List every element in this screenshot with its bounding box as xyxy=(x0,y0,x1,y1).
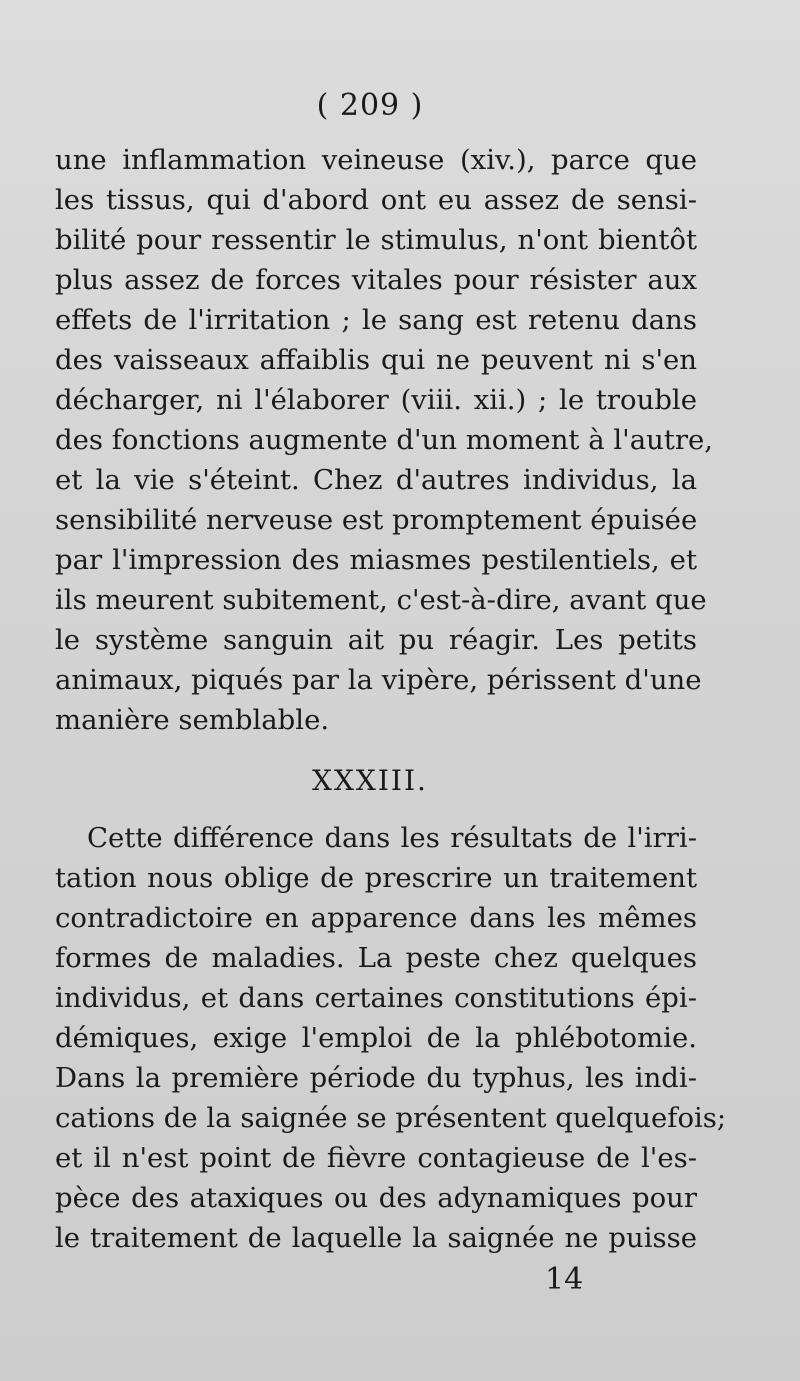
text-line: par l'impression des miasmes pestilentiels, et xyxy=(55,544,697,576)
text-line: les tissus, qui d'abord ont eu assez de sensi- xyxy=(55,184,697,216)
text-line: effets de l'irritation ; le sang est retenu dans xyxy=(55,304,697,336)
text-line: Dans la première période du typhus, les indi- xyxy=(55,1062,697,1094)
text-line: ils meurent subitement, c'est-à-dire, avant que xyxy=(55,584,707,616)
text-line: et la vie s'éteint. Chez d'autres individus, la xyxy=(55,464,697,496)
page-number: ( 209 ) xyxy=(316,88,424,123)
text-line: plus assez de forces vitales pour résister aux xyxy=(55,264,697,296)
text-line: le traitement de laquelle la saignée ne puisse xyxy=(55,1222,697,1254)
text-line: contradictoire en apparence dans les mêmes xyxy=(55,902,697,934)
paragraph-2 xyxy=(55,818,727,1258)
text-line: tation nous oblige de prescrire un traitement xyxy=(55,862,697,894)
text-line: manière semblable. xyxy=(55,704,330,736)
text-line: et il n'est point de fièvre contagieuse de l'es- xyxy=(55,1142,697,1174)
text-line: individus, et dans certaines constitutions épi- xyxy=(55,982,697,1014)
text-line: des fonctions augmente d'un moment à l'autre, xyxy=(55,424,714,456)
text-line: sensibilité nerveuse est promptement épuisée xyxy=(55,504,698,536)
text-line: décharger, ni l'élaborer (viii. xii.) ; le trouble xyxy=(55,384,697,416)
text-line: pèce des ataxiques ou des adynamiques pour xyxy=(55,1182,697,1214)
paragraph-1 xyxy=(55,140,714,740)
text-line: cations de la saignée se présentent quelquefois; xyxy=(55,1102,727,1134)
text-line: une inflammation veineuse (xiv.), parce que xyxy=(55,144,697,176)
text-line: des vaisseaux affaiblis qui ne peuvent ni s'en xyxy=(55,344,697,376)
text-line: le système sanguin ait pu réagir. Les petits xyxy=(55,624,697,656)
text-line: bilité pour ressentir le stimulus, n'ont bientôt xyxy=(55,224,697,256)
text-line: démiques, exige l'emploi de la phlébotomie. xyxy=(55,1022,697,1054)
text-line: animaux, piqués par la vipère, périssent d'une xyxy=(55,664,702,696)
text-line: formes de maladies. La peste chez quelques xyxy=(55,942,697,974)
section-heading: XXXIII. xyxy=(312,764,428,797)
text-line: Cette différence dans les résultats de l'irri- xyxy=(87,822,697,854)
signature-mark: 14 xyxy=(545,1262,584,1297)
